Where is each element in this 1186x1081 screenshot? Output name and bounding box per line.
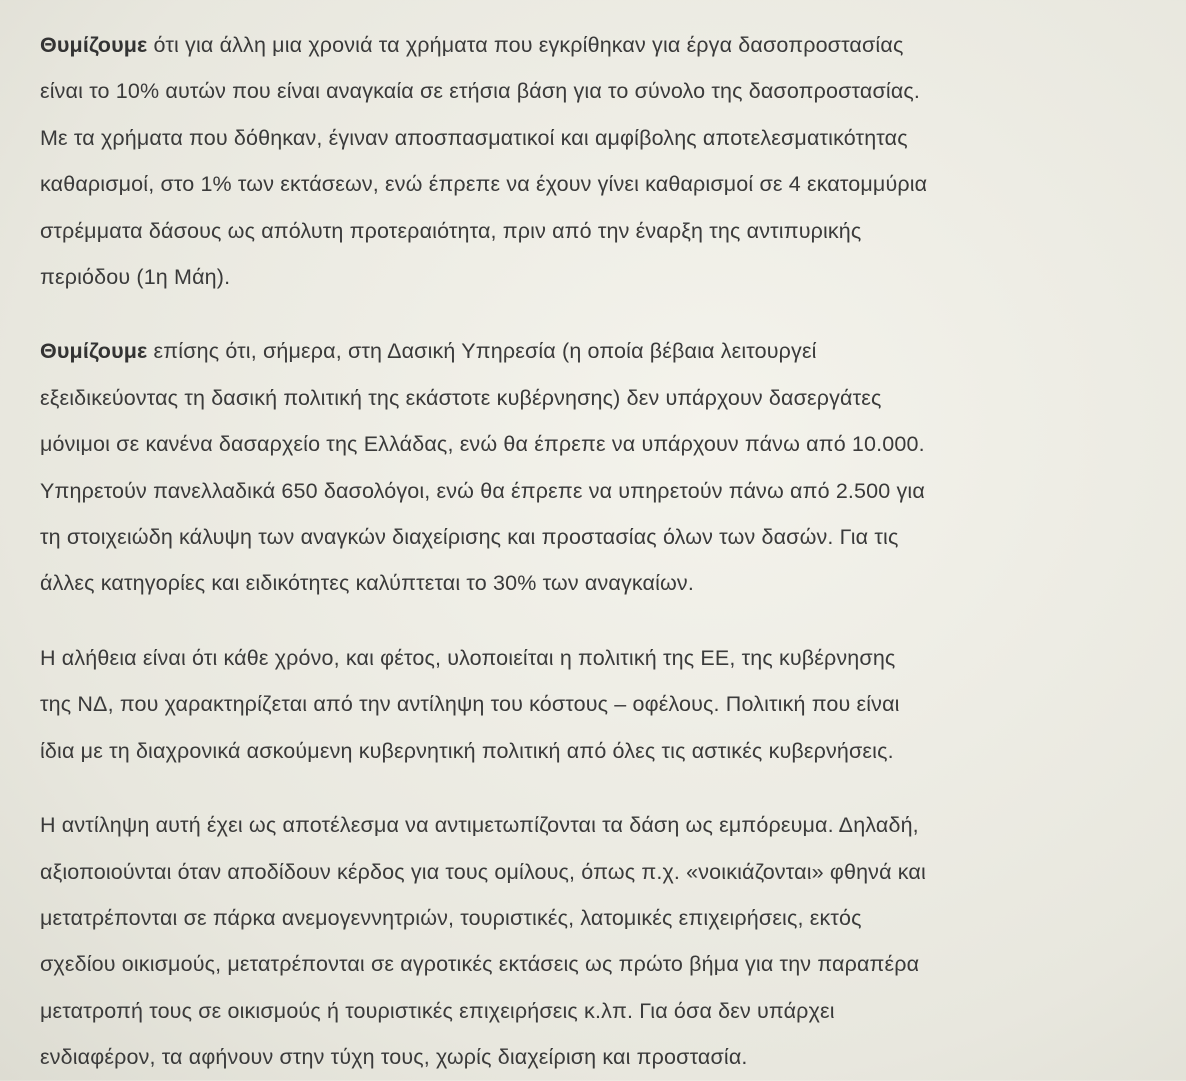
text-line: μετατρέπονται σε πάρκα ανεμογεννητριών, τουριστικές, λατομικές επιχειρήσεις, εκτός	[40, 905, 862, 930]
text-line: καθαρισμοί, στο 1% των εκτάσεων, ενώ έπρεπε να έχουν γίνει καθαρισμοί σε 4 εκατομμύρια	[40, 172, 928, 197]
paragraph-eu-policy	[40, 635, 1146, 774]
paragraph-forests-as-commodity	[40, 802, 1146, 1080]
text-line: της ΝΔ, που χαρακτηρίζεται από την αντίληψη του κόστους – οφέλους. Πολιτική που είναι	[40, 692, 900, 717]
lead-word: Θυμίζουμε	[40, 33, 148, 57]
paragraph-forest-funding	[40, 22, 1146, 300]
text-line: τη στοιχειώδη κάλυψη των αναγκών διαχείρισης και προστασίας όλων των δασών. Για τις	[40, 525, 899, 550]
lead-word: Θυμίζουμε	[40, 339, 148, 364]
text-line: Με τα χρήματα που δόθηκαν, έγιναν αποσπασματικοί και αμφίβολης αποτελεσματικότητας	[40, 125, 908, 150]
text-line: Θυμίζουμε ότι για άλλη μια χρονιά τα χρήματα που εγκρίθηκαν για έργα δασοπροστασίας	[40, 33, 904, 57]
paragraph-forest-service-staff	[40, 328, 1146, 606]
text-line: Θυμίζουμε επίσης ότι, σήμερα, στη Δασική Υπηρεσία (η οποία βέβαια λειτουργεί	[40, 339, 817, 364]
text-line: Υπηρετούν πανελλαδικά 650 δασολόγοι, ενώ θα έπρεπε να υπηρετούν πάνω από 2.500 για	[40, 478, 925, 503]
text-line: άλλες κατηγορίες και ειδικότητες καλύπτεται το 30% των αναγκαίων.	[40, 571, 694, 596]
text-line: μόνιμοι σε κανένα δασαρχείο της Ελλάδας, ενώ θα έπρεπε να υπάρχουν πάνω από 10.000.	[40, 432, 925, 457]
text-line: Η αντίληψη αυτή έχει ως αποτέλεσμα να αντιμετωπίζονται τα δάση ως εμπόρευμα. Δηλαδή,	[40, 813, 919, 838]
text-line: μετατροπή τους σε οικισμούς ή τουριστικές επιχειρήσεις κ.λπ. Για όσα δεν υπάρχει	[40, 998, 835, 1023]
text-line: στρέμματα δάσους ως απόλυτη προτεραιότητα, πριν από την έναρξη της αντιπυρικής	[40, 218, 862, 243]
text-line: αξιοποιούνται όταν αποδίδουν κέρδος για τους ομίλους, όπως π.χ. «νοικιάζονται» φθηνά και	[40, 859, 926, 884]
text-line: περιόδου (1η Μάη).	[40, 265, 231, 290]
text-line: εξειδικεύοντας τη δασική πολιτική της εκάστοτε κυβέρνησης) δεν υπάρχουν δασεργάτες	[40, 385, 882, 410]
text-line: ίδια με τη διαχρονικά ασκούμενη κυβερνητική πολιτική από όλες τις αστικές κυβερνήσεις.	[40, 738, 894, 763]
text-line: Η αλήθεια είναι ότι κάθε χρόνο, και φέτος, υλοποιείται η πολιτική της ΕΕ, της κυβέρνησης	[40, 645, 896, 670]
text-line: είναι το 10% αυτών που είναι αναγκαία σε ετήσια βάση για το σύνολο της δασοπροστασίας.	[40, 79, 921, 104]
text-line: σχεδίου οικισμούς, μετατρέπονται σε αγροτικές εκτάσεις ως πρώτο βήμα για την παραπέρα	[40, 952, 920, 977]
text-line: ενδιαφέρον, τα αφήνουν στην τύχη τους, χωρίς διαχείριση και προστασία.	[40, 1045, 748, 1070]
